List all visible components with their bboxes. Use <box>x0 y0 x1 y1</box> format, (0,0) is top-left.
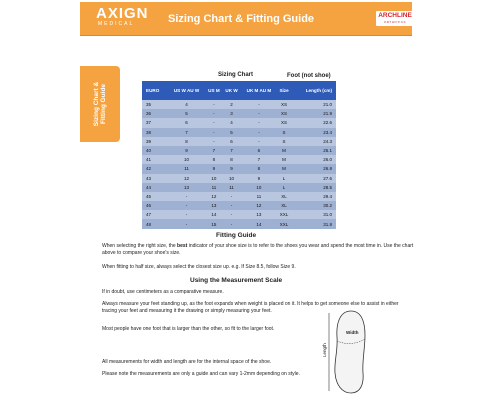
table-cell: 22.6 <box>291 118 336 127</box>
table-cell: 45 <box>142 192 168 201</box>
table-cell: 3 <box>222 109 240 118</box>
table-cell: 12 <box>205 192 222 201</box>
table-cell: - <box>205 118 222 127</box>
table-cell: 48 <box>142 219 168 228</box>
table-cell: 13 <box>168 183 206 192</box>
table-cell: - <box>168 210 206 219</box>
table-cell: 11 <box>241 192 278 201</box>
foot-label: Foot (not shoe) <box>287 73 331 79</box>
page-title: Sizing Chart & Fitting Guide <box>168 13 315 25</box>
table-row <box>142 137 336 146</box>
table-row <box>142 146 336 155</box>
table-cell: 9 <box>168 146 206 155</box>
table-cell: 13 <box>205 201 222 210</box>
header-length: Length (cm) <box>291 81 336 100</box>
table-row <box>142 164 336 173</box>
measurement-paragraph-3: Most people have one foot that is larger than the other, so fit to the larger foot. <box>102 326 275 332</box>
table-cell: - <box>205 109 222 118</box>
table-cell: 9 <box>222 164 240 173</box>
table-cell: - <box>168 192 206 201</box>
measurement-title: Using the Measurement Scale <box>190 277 283 284</box>
header-euro: EURO <box>142 81 168 100</box>
table-cell: - <box>205 137 222 146</box>
table-cell: 11 <box>205 183 222 192</box>
measurement-paragraph-1: If in doubt, use centimeters as a comparative measure. <box>102 289 224 295</box>
table-cell: - <box>205 100 222 109</box>
table-cell: - <box>222 219 240 228</box>
table-cell: 4 <box>168 100 206 109</box>
side-tab-label <box>93 74 107 134</box>
table-row <box>142 109 336 118</box>
table-cell: 8 <box>241 164 278 173</box>
table-cell: 7 <box>222 146 240 155</box>
table-cell: 14 <box>205 210 222 219</box>
header-banner <box>80 2 412 36</box>
table-cell: - <box>205 128 222 137</box>
table-cell: XL <box>277 192 291 201</box>
table-cell: - <box>241 118 278 127</box>
table-cell: 30.2 <box>291 201 336 210</box>
table-row <box>142 118 336 127</box>
fitting-p1-start: When selecting the right size, the <box>102 243 178 249</box>
table-cell: S <box>277 128 291 137</box>
fitting-paragraph-2: When fitting to half size, always select the closest size up. e.g. If Size 8.5, follow Size 9. <box>102 264 296 270</box>
table-cell: 27.6 <box>291 174 336 183</box>
table-cell: S <box>277 137 291 146</box>
table-cell: - <box>222 210 240 219</box>
table-cell: 41 <box>142 155 168 164</box>
table-cell: M <box>277 155 291 164</box>
table-row <box>142 183 336 192</box>
table-cell: 31.0 <box>291 210 336 219</box>
table-row <box>142 155 336 164</box>
table-cell: 4 <box>222 118 240 127</box>
header-uk-w: UK W <box>222 81 240 100</box>
table-cell: 42 <box>142 164 168 173</box>
fitting-p1-end: indicator of your shoe size is to refer to the shoes you wear and spend the most time in. Use the chart above to compare your shoe's size. <box>102 243 414 256</box>
table-cell: 26.0 <box>291 155 336 164</box>
partner-name: ARCHLINE <box>378 12 412 19</box>
table-cell: 44 <box>142 183 168 192</box>
table-cell: 5 <box>168 109 206 118</box>
fitting-guide-title: Fitting Guide <box>216 232 257 239</box>
table-cell: XXL <box>277 210 291 219</box>
side-tab-text: Sizing Chart & Fitting Guide <box>92 81 107 127</box>
table-cell: 7 <box>241 155 278 164</box>
table-cell: - <box>168 219 206 228</box>
table-cell: XL <box>277 201 291 210</box>
table-cell: 43 <box>142 174 168 183</box>
table-cell: 12 <box>241 201 278 210</box>
table-cell: 9 <box>205 164 222 173</box>
brand-logo <box>96 6 149 27</box>
table-row <box>142 100 336 109</box>
table-cell: - <box>241 109 278 118</box>
table-cell: 5 <box>222 128 240 137</box>
table-row <box>142 219 336 228</box>
table-cell: 40 <box>142 146 168 155</box>
measurement-paragraph-4: All measurements for width and length are for the internal space of the shoe. <box>102 359 272 365</box>
table-cell: L <box>277 174 291 183</box>
table-cell: 10 <box>241 183 278 192</box>
table-cell: 7 <box>168 128 206 137</box>
table-cell: 37 <box>142 118 168 127</box>
table-cell: 24.3 <box>291 137 336 146</box>
table-cell: 8 <box>168 137 206 146</box>
length-label: Length <box>322 343 327 357</box>
partner-logo <box>376 11 414 26</box>
table-cell: 46 <box>142 201 168 210</box>
table-cell: - <box>241 100 278 109</box>
header-us-w: US W AU W <box>168 81 206 100</box>
table-cell: 10 <box>222 174 240 183</box>
table-cell: 11 <box>222 183 240 192</box>
table-cell: 26.8 <box>291 164 336 173</box>
measurement-paragraph-2: Always measure your feet standing up, as the foot expands when weight is placed on it. It helps to get someone else to assist in either tracing your feet and measuring it the drawing or simply measuring your feet. <box>102 301 399 314</box>
size-table-header-row <box>142 81 336 100</box>
table-cell: 10 <box>205 174 222 183</box>
side-tab <box>80 66 120 142</box>
table-cell: 2 <box>222 100 240 109</box>
foot-measurement-illustration <box>318 305 378 397</box>
header-us-m: US M <box>205 81 222 100</box>
measurement-paragraph-5: Please note the measurements are only a guide and can vary 1-2mm depending on style. <box>102 371 300 377</box>
table-cell: 21.0 <box>291 100 336 109</box>
table-cell: - <box>241 137 278 146</box>
table-cell: 36 <box>142 109 168 118</box>
table-cell: M <box>277 146 291 155</box>
partner-subtitle: ORTHOTICS <box>383 19 407 24</box>
table-cell: 13 <box>241 210 278 219</box>
table-row <box>142 128 336 137</box>
sizing-chart-title: Sizing Chart <box>218 72 254 78</box>
brand-name: AXIGN <box>96 5 149 22</box>
fitting-p1-bold: best <box>177 243 188 249</box>
table-cell: 6 <box>241 146 278 155</box>
foot-outline <box>335 311 365 393</box>
table-cell: XS <box>277 109 291 118</box>
table-cell: - <box>241 128 278 137</box>
table-cell: 11 <box>168 164 206 173</box>
table-cell: L <box>277 183 291 192</box>
table-cell: 23.4 <box>291 128 336 137</box>
table-cell: 9 <box>241 174 278 183</box>
table-cell: 38 <box>142 128 168 137</box>
table-row <box>142 201 336 210</box>
header-size: Size <box>277 81 291 100</box>
table-cell: XS <box>277 118 291 127</box>
table-cell: 31.8 <box>291 219 336 228</box>
table-row <box>142 174 336 183</box>
table-cell: 6 <box>222 137 240 146</box>
table-cell: 6 <box>168 118 206 127</box>
table-cell: 8 <box>205 155 222 164</box>
table-cell: 14 <box>241 219 278 228</box>
table-row <box>142 192 336 201</box>
table-cell: 15 <box>205 219 222 228</box>
header-uk-m: UK M AU M <box>241 81 278 100</box>
fitting-paragraph-1 <box>102 243 422 256</box>
table-cell: - <box>168 201 206 210</box>
table-cell: 39 <box>142 137 168 146</box>
table-cell: 21.9 <box>291 109 336 118</box>
table-cell: XS <box>277 100 291 109</box>
table-cell: 35 <box>142 100 168 109</box>
table-cell: 10 <box>168 155 206 164</box>
table-cell: 8 <box>222 155 240 164</box>
brand-subtitle: MEDICAL <box>98 21 135 27</box>
table-row <box>142 210 336 219</box>
table-cell: 29.4 <box>291 192 336 201</box>
table-cell: M <box>277 164 291 173</box>
table-cell: 47 <box>142 210 168 219</box>
table-cell: 12 <box>168 174 206 183</box>
table-cell: - <box>222 201 240 210</box>
table-cell: 7 <box>205 146 222 155</box>
width-label: Width <box>346 330 359 335</box>
size-table <box>142 81 336 229</box>
table-cell: XXL <box>277 219 291 228</box>
table-cell: 25.1 <box>291 146 336 155</box>
table-cell: 28.5 <box>291 183 336 192</box>
table-cell: - <box>222 192 240 201</box>
